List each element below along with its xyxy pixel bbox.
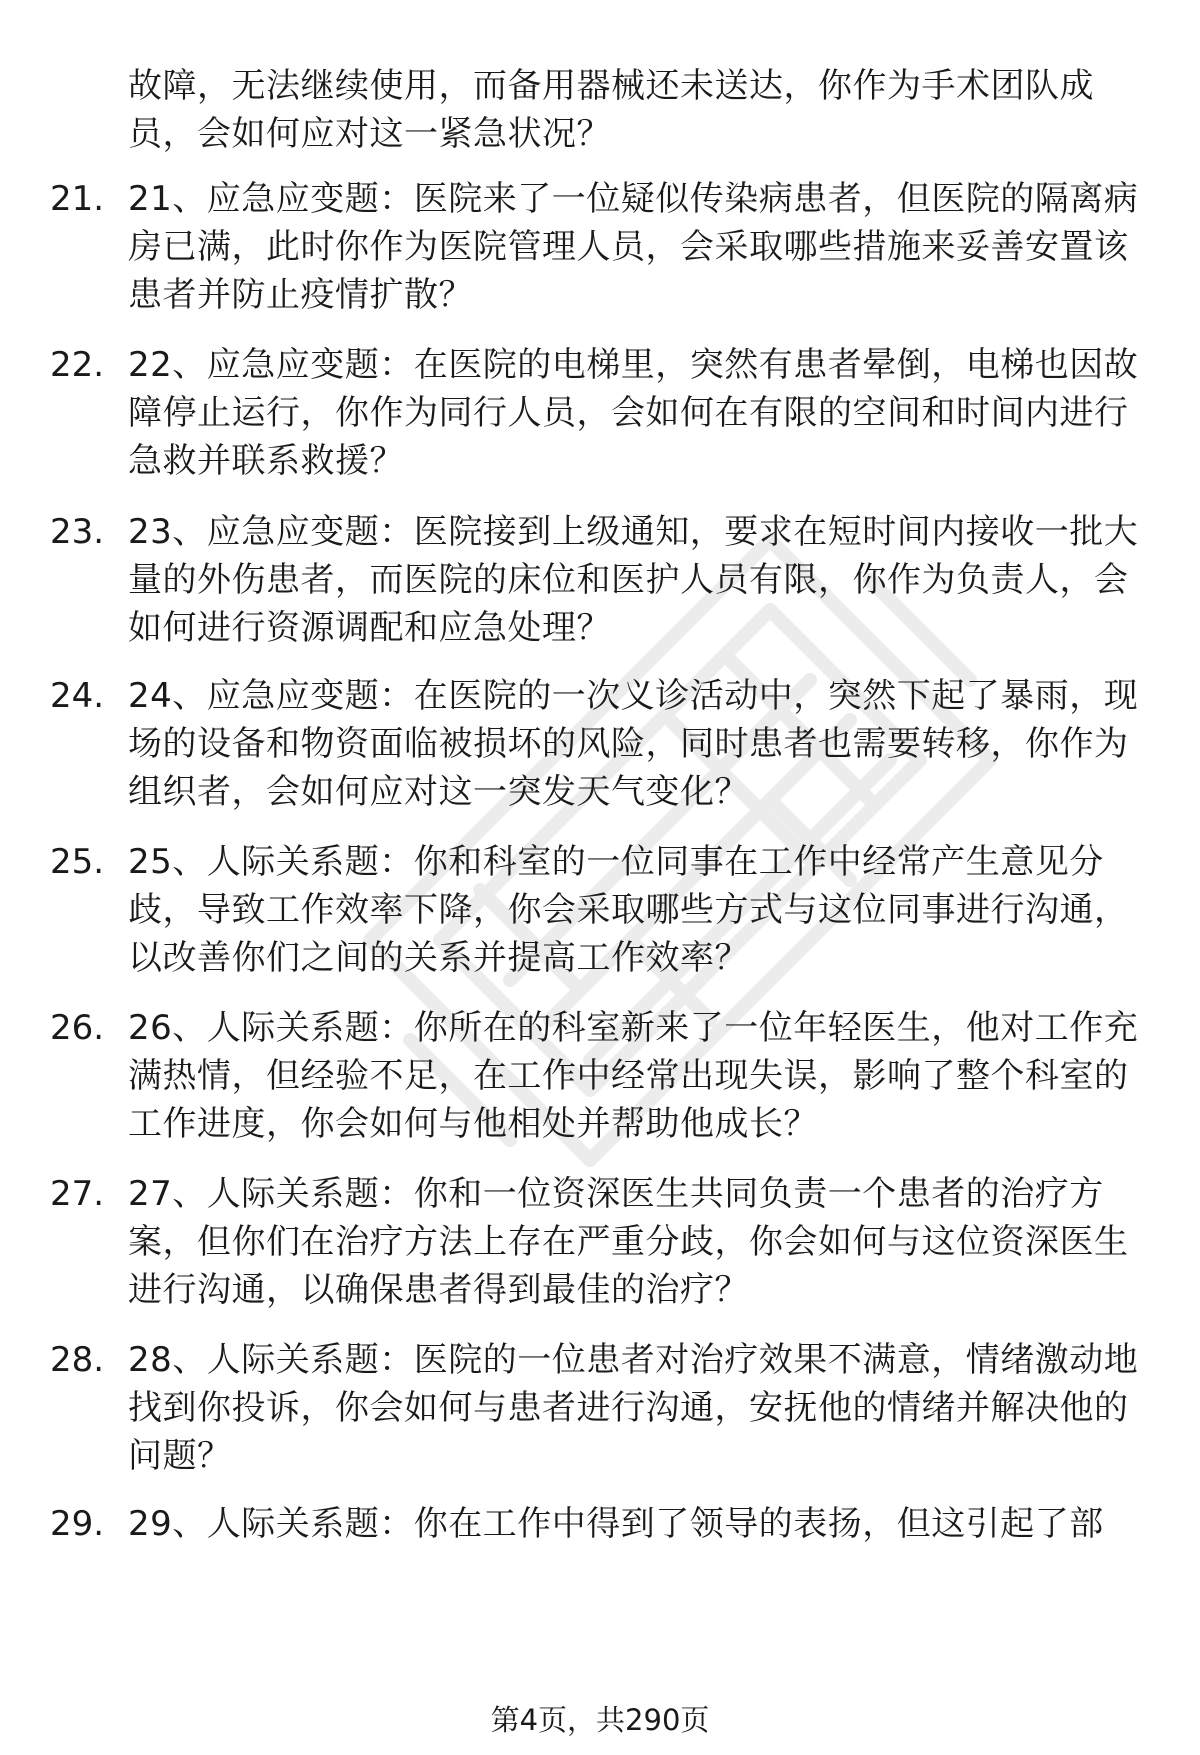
list-item-text: 24、应急应变题：在医院的一次义诊活动中，突然下起了暴雨，现场的设备和物资面临被损坏的风险，同时患者也需要转移，你作为组织者，会如何应对这一突发天气变化？ [128, 676, 1139, 812]
list-item-number: 25. [50, 842, 105, 882]
list-item-text: 27、人际关系题：你和一位资深医生共同负责一个患者的治疗方案，但你们在治疗方法上存在严重分歧，你会如何与这位资深医生进行沟通，以确保患者得到最佳的治疗？ [128, 1174, 1129, 1310]
list-item-text: 21、应急应变题：医院来了一位疑似传染病患者，但医院的隔离病房已满，此时你作为医院管理人员，会采取哪些措施来妥善安置该患者并防止疫情扩散？ [128, 179, 1139, 315]
list-item [50, 1336, 1160, 1506]
list-item-number: 22. [50, 345, 105, 385]
list-item [50, 508, 1160, 678]
list-item-number: 26. [50, 1008, 105, 1048]
list-item-text: 29、人际关系题：你在工作中得到了领导的表扬，但这引起了部 [128, 1504, 1104, 1544]
list-item-number: 28. [50, 1340, 105, 1380]
list-item-text: 22、应急应变题：在医院的电梯里，突然有患者晕倒，电梯也因故障停止运行，你作为同行人员，会如何在有限的空间和时间内进行急救并联系救援？ [128, 345, 1139, 481]
list-item [50, 838, 1160, 1008]
list-item-number: 29. [50, 1504, 105, 1544]
list-item [50, 1500, 1160, 1560]
list-item-text: 26、人际关系题：你所在的科室新来了一位年轻医生，他对工作充满热情，但经验不足，在工作中经常出现失误，影响了整个科室的工作进度，你会如何与他相处并帮助他成长？ [128, 1008, 1139, 1144]
list-item [50, 175, 1160, 345]
page-footer: 第4页，共290页 [490, 1703, 710, 1737]
list-item [50, 341, 1160, 511]
list-item-text: 28、人际关系题：医院的一位患者对治疗效果不满意，情绪激动地找到你投诉，你会如何与患者进行沟通，安抚他的情绪并解决他的问题？ [128, 1340, 1139, 1476]
list-item-text: 25、人际关系题：你和科室的一位同事在工作中经常产生意见分歧，导致工作效率下降，你会采取哪些方式与这位同事进行沟通，以改善你们之间的关系并提高工作效率？ [128, 842, 1129, 978]
continuation-paragraph: 故障，无法继续使用，而备用器械还未送达，你作为手术团队成员，会如何应对这一紧急状况？ [128, 66, 1094, 154]
list-item [50, 1170, 1160, 1340]
list-item-number: 24. [50, 676, 105, 716]
list-item [50, 672, 1160, 842]
list-item-text: 23、应急应变题：医院接到上级通知，要求在短时间内接收一批大量的外伤患者，而医院的床位和医护人员有限，你作为负责人，会如何进行资源调配和应急处理？ [128, 512, 1139, 648]
list-item-number: 21. [50, 179, 105, 219]
list-item-number: 27. [50, 1174, 105, 1214]
list-item-number: 23. [50, 512, 105, 552]
list-item [50, 1004, 1160, 1174]
